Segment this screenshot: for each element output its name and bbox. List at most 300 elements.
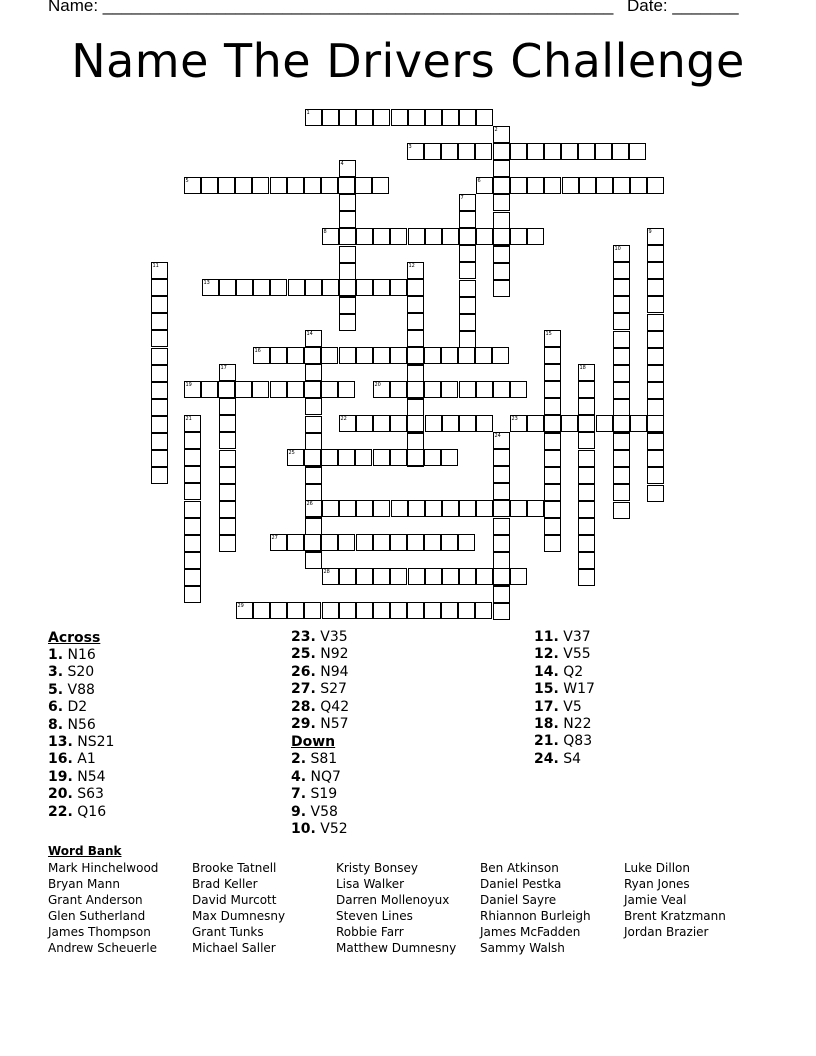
grid-cell[interactable] <box>219 467 236 484</box>
grid-cell[interactable] <box>151 313 168 330</box>
grid-cell[interactable] <box>270 347 287 364</box>
grid-cell[interactable] <box>390 381 407 398</box>
grid-cell[interactable] <box>322 109 339 126</box>
grid-cell[interactable] <box>476 568 493 585</box>
grid-cell[interactable] <box>647 399 664 416</box>
grid-cell[interactable] <box>322 500 339 517</box>
grid-cell[interactable] <box>270 602 287 619</box>
clue-number: 8. <box>48 716 64 733</box>
grid-cell[interactable] <box>596 415 613 432</box>
grid-cell[interactable] <box>304 602 321 619</box>
grid-cell[interactable] <box>562 177 579 194</box>
grid-cell[interactable] <box>373 449 390 466</box>
grid-cell[interactable] <box>338 177 355 194</box>
grid-cell[interactable] <box>613 313 630 330</box>
grid-cell[interactable] <box>510 143 527 160</box>
grid-cell[interactable] <box>459 415 476 432</box>
grid-cell[interactable] <box>493 500 510 517</box>
grid-cell[interactable] <box>407 279 424 296</box>
grid-cell[interactable] <box>424 347 441 364</box>
down-clue <box>534 716 595 733</box>
grid-cell[interactable] <box>561 143 578 160</box>
grid-cell[interactable] <box>407 534 424 551</box>
grid-cell[interactable] <box>476 228 493 245</box>
grid-cell[interactable] <box>613 415 630 432</box>
clue-number: 18. <box>534 715 559 732</box>
grid-cell[interactable] <box>613 433 630 450</box>
grid-cell[interactable] <box>305 364 322 381</box>
grid-cell[interactable] <box>304 449 321 466</box>
grid-cell[interactable] <box>510 381 527 398</box>
grid-cell[interactable] <box>304 347 321 364</box>
grid-cell[interactable] <box>355 177 372 194</box>
grid-cell[interactable] <box>493 483 510 500</box>
grid-cell[interactable] <box>425 109 442 126</box>
grid-cell[interactable] <box>647 331 664 348</box>
grid-cell[interactable] <box>339 568 356 585</box>
grid-cell[interactable] <box>578 552 595 569</box>
grid-cell[interactable] <box>493 381 510 398</box>
grid-cell[interactable] <box>647 433 664 450</box>
grid-cell[interactable] <box>184 483 201 500</box>
grid-cell[interactable] <box>424 381 441 398</box>
grid-cell[interactable] <box>151 330 168 347</box>
grid-cell[interactable] <box>151 382 168 399</box>
grid-cell[interactable] <box>252 381 269 398</box>
grid-cell[interactable] <box>151 348 168 365</box>
down-clue <box>534 751 595 768</box>
grid-cell[interactable] <box>613 262 630 279</box>
grid-cell[interactable] <box>373 228 390 245</box>
grid-cell[interactable] <box>304 177 321 194</box>
grid-cell[interactable] <box>339 228 356 245</box>
grid-cell[interactable] <box>493 280 510 297</box>
grid-cell[interactable] <box>407 296 424 313</box>
grid-cell[interactable] <box>356 109 373 126</box>
grid-cell[interactable] <box>459 331 476 348</box>
grid-cell[interactable] <box>578 501 595 518</box>
grid-cell[interactable] <box>339 211 356 228</box>
grid-cell[interactable] <box>390 228 407 245</box>
grid-cell[interactable] <box>235 381 252 398</box>
grid-cell[interactable] <box>578 535 595 552</box>
grid-cell[interactable] <box>544 433 561 450</box>
grid-cell[interactable] <box>442 568 459 585</box>
grid-cell[interactable] <box>442 415 459 432</box>
grid-cell[interactable] <box>407 313 424 330</box>
grid-cell[interactable] <box>476 415 493 432</box>
grid-cell[interactable] <box>338 381 355 398</box>
grid-cell[interactable] <box>629 143 646 160</box>
grid-cell[interactable] <box>442 228 459 245</box>
grid-cell[interactable] <box>373 109 390 126</box>
grid-cell[interactable] <box>510 177 527 194</box>
grid-cell[interactable] <box>544 364 561 381</box>
grid-cell[interactable] <box>219 535 236 552</box>
grid-cell[interactable] <box>425 228 442 245</box>
grid-cell[interactable] <box>425 568 442 585</box>
grid-cell[interactable] <box>305 467 322 484</box>
grid-cell[interactable] <box>578 143 595 160</box>
grid-cell[interactable] <box>459 381 476 398</box>
grid-cell[interactable] <box>390 568 407 585</box>
grid-cell[interactable] <box>356 347 373 364</box>
grid-cell[interactable] <box>356 602 373 619</box>
grid-cell[interactable] <box>253 279 270 296</box>
grid-cell[interactable] <box>493 552 510 569</box>
grid-cell[interactable] <box>287 534 304 551</box>
grid-cell[interactable] <box>338 534 355 551</box>
grid-cell[interactable] <box>647 314 664 331</box>
grid-cell[interactable] <box>151 399 168 416</box>
grid-cell[interactable] <box>407 602 424 619</box>
grid-cell[interactable] <box>201 381 218 398</box>
grid-cell[interactable] <box>235 177 252 194</box>
grid-cell[interactable] <box>151 279 168 296</box>
grid-cell[interactable] <box>407 347 424 364</box>
grid-cell[interactable] <box>613 382 630 399</box>
grid-cell[interactable] <box>339 297 356 314</box>
grid-cell[interactable] <box>493 449 510 466</box>
grid-cell[interactable] <box>510 228 527 245</box>
grid-cell[interactable] <box>441 381 458 398</box>
grid-cell[interactable] <box>355 449 372 466</box>
grid-cell[interactable] <box>151 450 168 467</box>
grid-cell[interactable] <box>493 228 510 245</box>
grid-cell[interactable] <box>305 552 322 569</box>
grid-cell[interactable] <box>561 415 578 432</box>
grid-cell[interactable] <box>372 177 389 194</box>
grid-cell[interactable] <box>527 143 544 160</box>
grid-cell[interactable] <box>424 449 441 466</box>
grid-cell[interactable] <box>441 602 458 619</box>
grid-cell[interactable] <box>184 586 201 603</box>
grid-cell[interactable] <box>613 484 630 501</box>
grid-cell[interactable] <box>613 365 630 382</box>
grid-cell[interactable] <box>647 245 664 262</box>
grid-cell[interactable] <box>356 279 373 296</box>
grid-cell[interactable] <box>339 194 356 211</box>
grid-cell[interactable] <box>493 535 510 552</box>
grid-cell[interactable] <box>373 415 390 432</box>
grid-cell[interactable] <box>476 500 493 517</box>
grid-cell[interactable] <box>390 602 407 619</box>
grid-cell[interactable] <box>305 484 322 501</box>
grid-cell[interactable] <box>441 143 458 160</box>
grid-cell[interactable] <box>544 143 561 160</box>
grid-cell[interactable] <box>459 568 476 585</box>
grid-cell[interactable] <box>391 500 408 517</box>
grid-cell[interactable] <box>493 194 510 211</box>
grid-cell[interactable] <box>544 467 561 484</box>
grid-cell[interactable] <box>647 415 664 432</box>
grid-cell[interactable] <box>459 280 476 297</box>
grid-cell[interactable] <box>527 177 544 194</box>
grid-cell[interactable] <box>441 347 458 364</box>
grid-cell[interactable] <box>493 263 510 280</box>
clue-text: N22 <box>563 715 592 732</box>
grid-cell[interactable] <box>493 603 510 620</box>
grid-cell[interactable] <box>647 279 664 296</box>
grid-cell[interactable] <box>151 467 168 484</box>
grid-cell[interactable] <box>493 177 510 194</box>
grid-cell[interactable] <box>442 109 459 126</box>
grid-cell[interactable] <box>373 279 390 296</box>
grid-cell[interactable] <box>578 467 595 484</box>
grid-cell[interactable] <box>527 500 544 517</box>
grid-cell[interactable] <box>270 381 287 398</box>
grid-cell[interactable] <box>459 297 476 314</box>
grid-cell[interactable] <box>492 347 509 364</box>
grid-cell[interactable] <box>321 381 338 398</box>
grid-cell[interactable] <box>442 500 459 517</box>
grid-cell[interactable] <box>613 348 630 365</box>
grid-cell[interactable] <box>441 534 458 551</box>
grid-cell[interactable] <box>458 347 475 364</box>
grid-cell[interactable] <box>407 330 424 347</box>
grid-cell[interactable] <box>219 518 236 535</box>
grid-cell[interactable] <box>493 586 510 603</box>
grid-cell[interactable] <box>287 177 304 194</box>
grid-cell[interactable] <box>339 279 356 296</box>
grid-cell[interactable] <box>613 331 630 348</box>
grid-cell[interactable] <box>493 568 510 585</box>
grid-cell[interactable] <box>425 415 442 432</box>
grid-cell[interactable] <box>321 347 338 364</box>
grid-cell[interactable] <box>544 484 561 501</box>
grid-cell[interactable] <box>544 501 561 518</box>
grid-cell[interactable] <box>339 109 356 126</box>
grid-cell[interactable] <box>184 449 201 466</box>
grid-cell[interactable] <box>305 433 322 450</box>
grid-cell[interactable] <box>407 433 424 450</box>
grid-cell[interactable] <box>287 602 304 619</box>
grid-cell[interactable] <box>339 263 356 280</box>
grid-cell[interactable] <box>151 433 168 450</box>
grid-cell[interactable] <box>647 365 664 382</box>
grid-cell[interactable] <box>373 602 390 619</box>
grid-cell[interactable] <box>630 415 647 432</box>
grid-cell[interactable] <box>339 314 356 331</box>
grid-cell[interactable] <box>219 450 236 467</box>
grid-cell[interactable] <box>459 314 476 331</box>
grid-cell[interactable] <box>425 500 442 517</box>
grid-cell[interactable] <box>219 415 236 432</box>
grid-cell[interactable] <box>407 449 424 466</box>
grid-cell[interactable] <box>184 552 201 569</box>
grid-cell[interactable] <box>578 569 595 586</box>
grid-cell[interactable] <box>595 143 612 160</box>
grid-cell[interactable] <box>390 279 407 296</box>
grid-cell[interactable] <box>612 143 629 160</box>
grid-cell[interactable] <box>458 143 475 160</box>
grid-cell[interactable] <box>544 415 561 432</box>
grid-cell[interactable] <box>219 501 236 518</box>
grid-cell[interactable] <box>304 381 321 398</box>
grid-cell[interactable] <box>408 500 425 517</box>
grid-cell[interactable] <box>218 177 235 194</box>
grid-cell[interactable] <box>493 143 510 160</box>
grid-cell[interactable] <box>339 246 356 263</box>
grid-cell[interactable] <box>322 602 339 619</box>
grid-cell[interactable] <box>407 415 424 432</box>
grid-cell[interactable] <box>151 416 168 433</box>
grid-cell[interactable] <box>459 262 476 279</box>
grid-cell[interactable] <box>408 568 425 585</box>
grid-cell[interactable] <box>407 381 424 398</box>
grid-cell[interactable] <box>321 534 338 551</box>
grid-cell[interactable] <box>356 534 373 551</box>
grid-cell[interactable] <box>476 109 493 126</box>
grid-cell[interactable] <box>458 602 475 619</box>
grid-cell[interactable] <box>647 382 664 399</box>
grid-cell[interactable] <box>407 399 424 416</box>
grid-cell[interactable] <box>596 177 613 194</box>
grid-cell[interactable] <box>322 279 339 296</box>
grid-cell[interactable] <box>373 347 390 364</box>
grid-cell[interactable] <box>219 398 236 415</box>
grid-cell[interactable] <box>441 449 458 466</box>
grid-cell[interactable] <box>305 398 322 415</box>
grid-cell[interactable] <box>527 228 544 245</box>
grid-cell[interactable] <box>493 212 510 229</box>
grid-cell[interactable] <box>475 347 492 364</box>
grid-cell[interactable] <box>493 466 510 483</box>
grid-cell[interactable] <box>151 365 168 382</box>
grid-cell[interactable] <box>270 177 287 194</box>
grid-cell[interactable] <box>647 296 664 313</box>
grid-cell[interactable] <box>321 449 338 466</box>
grid-cell[interactable] <box>373 500 390 517</box>
grid-cell[interactable] <box>373 568 390 585</box>
grid-cell[interactable] <box>356 415 373 432</box>
grid-cell[interactable] <box>408 228 425 245</box>
grid-cell[interactable] <box>613 450 630 467</box>
grid-cell[interactable] <box>613 296 630 313</box>
grid-cell[interactable] <box>544 381 561 398</box>
grid-cell[interactable] <box>459 109 476 126</box>
grid-cell[interactable] <box>218 381 235 398</box>
grid-cell[interactable] <box>304 534 321 551</box>
grid-cell[interactable] <box>253 602 270 619</box>
grid-cell[interactable] <box>459 228 476 245</box>
grid-cell[interactable] <box>476 381 493 398</box>
grid-cell[interactable] <box>424 534 441 551</box>
grid-cell[interactable] <box>356 568 373 585</box>
grid-cell[interactable] <box>544 398 561 415</box>
grid-cell[interactable] <box>373 534 390 551</box>
grid-cell[interactable] <box>578 415 595 432</box>
grid-cell[interactable] <box>390 534 407 551</box>
grid-cell[interactable] <box>287 347 304 364</box>
grid-cell[interactable] <box>578 381 595 398</box>
grid-cell[interactable] <box>544 535 561 552</box>
grid-cell[interactable] <box>578 484 595 501</box>
grid-cell[interactable] <box>236 279 253 296</box>
grid-cell[interactable] <box>184 466 201 483</box>
grid-cell[interactable] <box>458 534 475 551</box>
grid-cell[interactable] <box>493 518 510 535</box>
grid-cell[interactable] <box>544 177 561 194</box>
grid-cell[interactable] <box>613 177 630 194</box>
grid-cell[interactable] <box>184 535 201 552</box>
grid-cell[interactable] <box>305 518 322 535</box>
grid-cell[interactable] <box>184 432 201 449</box>
grid-cell[interactable] <box>356 500 373 517</box>
grid-cell[interactable] <box>647 177 664 194</box>
grid-cell[interactable] <box>475 602 492 619</box>
grid-cell[interactable] <box>339 347 356 364</box>
grid-cell[interactable] <box>305 416 322 433</box>
grid-cell[interactable] <box>647 348 664 365</box>
grid-cell[interactable] <box>391 109 408 126</box>
grid-cell[interactable] <box>459 211 476 228</box>
grid-cell[interactable] <box>544 518 561 535</box>
grid-cell[interactable] <box>184 501 201 518</box>
grid-cell[interactable] <box>459 500 476 517</box>
grid-cell[interactable] <box>219 279 236 296</box>
grid-cell[interactable] <box>578 398 595 415</box>
grid-cell[interactable] <box>475 143 492 160</box>
grid-cell[interactable] <box>613 467 630 484</box>
grid-cell[interactable] <box>647 262 664 279</box>
grid-cell[interactable] <box>613 399 630 416</box>
grid-cell[interactable] <box>339 500 356 517</box>
grid-cell[interactable] <box>578 518 595 535</box>
grid-cell[interactable] <box>408 109 425 126</box>
grid-cell[interactable] <box>647 467 664 484</box>
grid-cell[interactable] <box>184 569 201 586</box>
grid-cell[interactable] <box>288 279 305 296</box>
grid-cell[interactable] <box>613 279 630 296</box>
grid-cell[interactable] <box>578 432 595 449</box>
grid-cell[interactable] <box>287 381 304 398</box>
grid-cell[interactable] <box>219 432 236 449</box>
grid-cell[interactable] <box>613 502 630 519</box>
grid-cell[interactable] <box>424 602 441 619</box>
grid-cell[interactable] <box>647 485 664 502</box>
grid-cell[interactable] <box>390 415 407 432</box>
grid-cell[interactable] <box>270 279 287 296</box>
grid-cell[interactable] <box>305 279 322 296</box>
grid-cell[interactable] <box>459 245 476 262</box>
grid-cell[interactable] <box>252 177 269 194</box>
grid-cell[interactable] <box>544 450 561 467</box>
grid-cell[interactable] <box>184 518 201 535</box>
grid-cell[interactable] <box>339 602 356 619</box>
grid-cell[interactable] <box>424 143 441 160</box>
grid-cell[interactable] <box>544 347 561 364</box>
grid-cell[interactable] <box>493 160 510 177</box>
grid-cell[interactable] <box>510 500 527 517</box>
grid-cell[interactable] <box>321 177 338 194</box>
grid-cell[interactable] <box>510 568 527 585</box>
grid-cell[interactable] <box>578 450 595 467</box>
grid-cell[interactable] <box>407 365 424 382</box>
grid-cell[interactable] <box>151 296 168 313</box>
grid-cell[interactable] <box>493 246 510 263</box>
grid-cell[interactable] <box>579 177 596 194</box>
grid-cell[interactable] <box>356 228 373 245</box>
grid-cell[interactable] <box>647 450 664 467</box>
grid-cell[interactable] <box>630 177 647 194</box>
grid-cell[interactable] <box>201 177 218 194</box>
grid-cell[interactable] <box>390 449 407 466</box>
grid-cell[interactable] <box>338 449 355 466</box>
grid-cell[interactable] <box>390 347 407 364</box>
grid-cell[interactable] <box>527 415 544 432</box>
grid-cell[interactable] <box>219 484 236 501</box>
